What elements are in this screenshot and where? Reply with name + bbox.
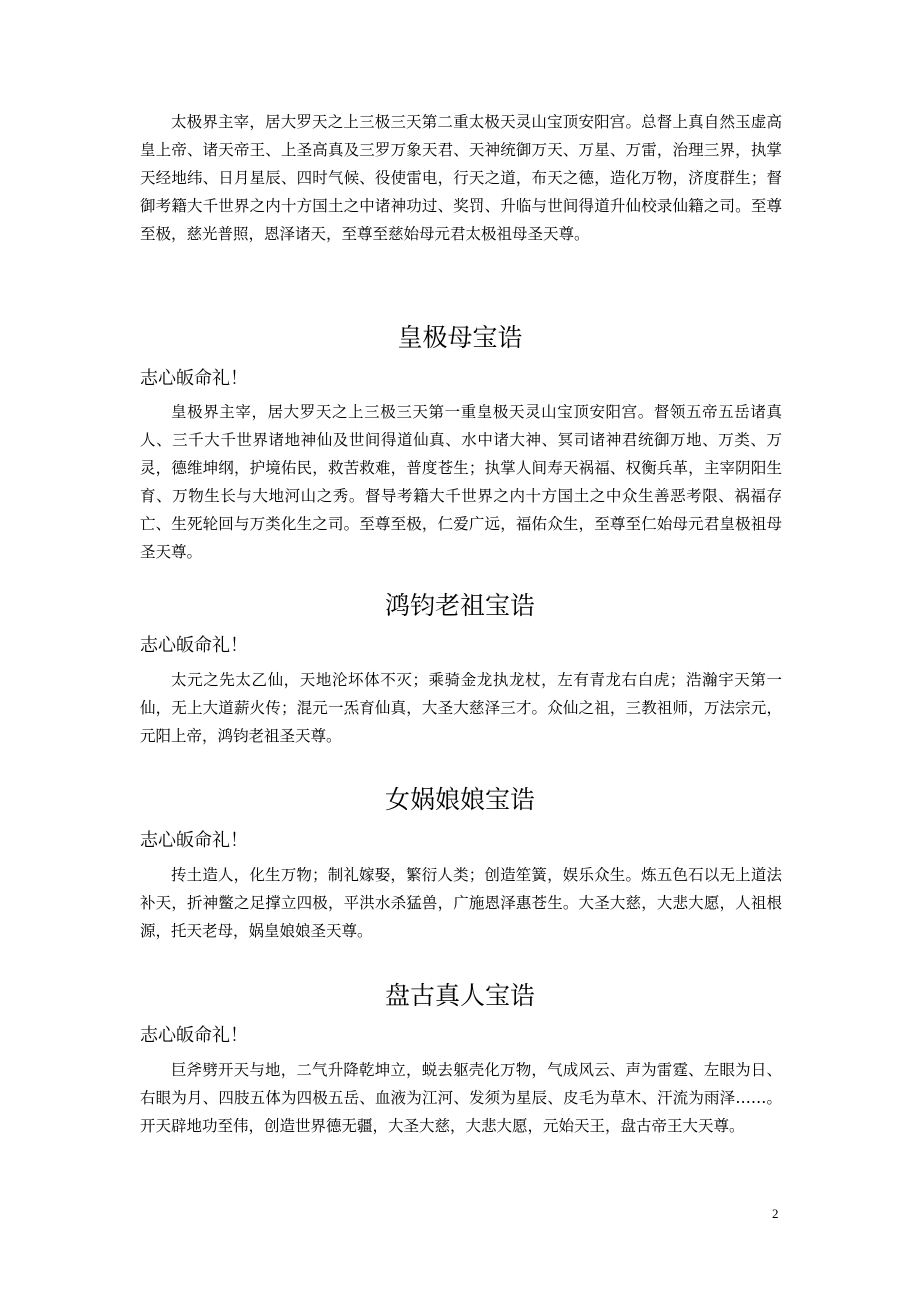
invocation-huangjimu: 志心皈命礼！ xyxy=(140,368,248,389)
page-number: 2 xyxy=(772,1206,779,1221)
section-body-nuwa: 抟土造人，化生万物；制礼嫁娶，繁衍人类；创造笙簧，娱乐众生。炼五色石以无上道法补天，折神鳖之足撑立四极，平洪水杀猛兽，广施恩泽惠苍生。大圣大慈，大悲大愿，人祖根源，托天老母，娲皇娘娘圣天尊。 xyxy=(140,866,782,940)
intro-paragraph: 太极界主宰，居大罗天之上三极三天第二重太极天灵山宝顶安阳宫。总督上真自然玉虚高皇上帝、诸天帝王、上圣高真及三罗万象天君、天神统御万天、万星、万雷，治理三界，执掌天经地纬、日月星辰、四时气候、役使雷电，行天之道，布天之德，造化万物，济度群生；督御考籍大千世界之内十方国土之中诸神功过、奖罚、升临与世间得道升仙校录仙籍之司。至尊至极，慈光普照，恩泽诸天，至尊至慈始母元君太极祖母圣天尊。 xyxy=(140,113,782,243)
section-title-hongjun: 鸿钧老祖宝诰 xyxy=(384,591,535,620)
invocation-pangu: 志心皈命礼！ xyxy=(140,1025,248,1046)
invocation-nuwa: 志心皈命礼！ xyxy=(140,830,248,851)
section-title-pangu: 盘古真人宝诰 xyxy=(384,981,535,1010)
section-body-pangu: 巨斧劈开天与地，二气升降乾坤立，蜕去躯壳化万物，气成风云、声为雷霆、左眼为日、右眼为月、四肢五体为四极五岳、血液为江河、发须为星辰、皮毛为草木、汗流为雨泽……。开天辟地功至伟，创造世界德无疆，大圣大慈，大悲大愿，元始天王，盘古帝王大天尊。 xyxy=(140,1061,782,1135)
section-body-hongjun: 太元之先太乙仙，天地沦坏体不灭；乘骑金龙执龙杖，左有青龙右白虎；浩瀚宇天第一仙，无上大道薪火传；混元一炁育仙真，大圣大慈泽三才。众仙之祖，三教祖师，万法宗元，元阳上帝，鸿钧老祖圣天尊。 xyxy=(140,671,782,745)
invocation-hongjun: 志心皈命礼！ xyxy=(140,635,248,656)
section-title-huangjimu: 皇极母宝诰 xyxy=(397,323,523,352)
section-body-huangjimu: 皇极界主宰，居大罗天之上三极三天第一重皇极天灵山宝顶安阳宫。督领五帝五岳诸真人、三千大千世界诸地神仙及世间得道仙真、水中诸大神、冥司诸神君统御万地、万类、万灵，德维坤纲，护境佑民，救苦救难，普度苍生；执掌人间寿天祸福、权衡兵革，主宰阴阳生育、万物生长与大地河山之秀。督导考籍大千世界之内十方国土之中众生善恶考限、祸福存亡、生死轮回与万类化生之司。至尊至极，仁爱广远，福佑众生，至尊至仁始母元君皇极祖母圣天尊。 xyxy=(140,403,782,561)
section-title-nuwa: 女娲娘娘宝诰 xyxy=(384,785,535,814)
